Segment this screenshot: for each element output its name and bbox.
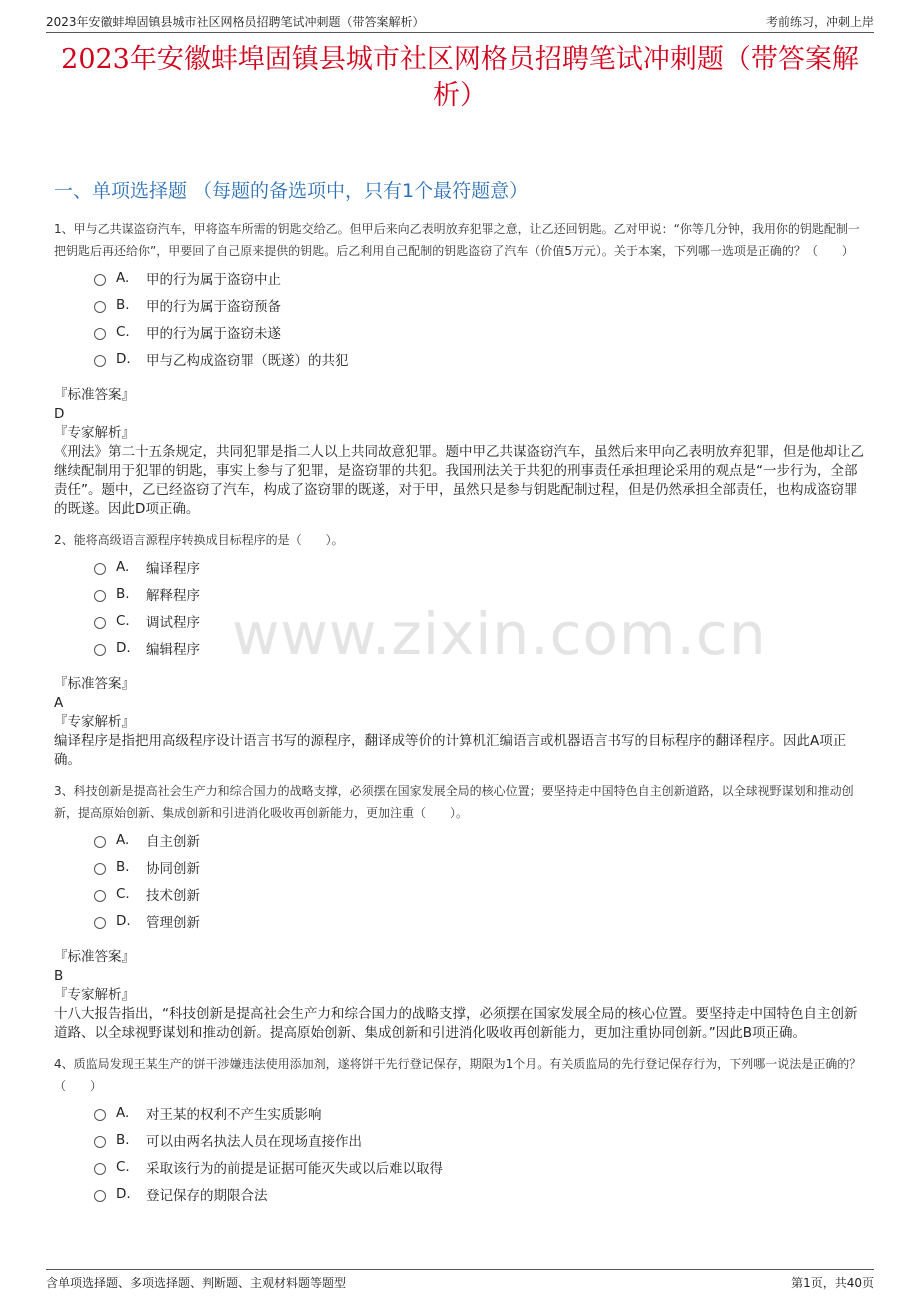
radio-icon[interactable] <box>94 836 106 848</box>
radio-icon[interactable] <box>94 355 106 367</box>
analysis-label: 『专家解析』 <box>54 425 135 441</box>
radio-icon[interactable] <box>94 563 106 575</box>
answer-block <box>54 386 866 519</box>
option-a[interactable] <box>94 826 866 853</box>
radio-icon[interactable] <box>94 890 106 902</box>
answer-label: 『标准答案』 <box>54 676 135 692</box>
radio-icon[interactable] <box>94 301 106 313</box>
option-text: 编辑程序 <box>146 641 200 658</box>
option-a[interactable] <box>94 264 866 291</box>
radio-icon[interactable] <box>94 328 106 340</box>
watermark: www.zixin.com.cn <box>232 600 767 668</box>
option-text: 甲的行为属于盗窃未遂 <box>146 325 281 342</box>
option-text: 甲的行为属于盗窃中止 <box>146 271 281 288</box>
footer-note: 含单项选择题、多项选择题、判断题、主观材料题等题型 <box>46 1276 347 1290</box>
option-text: 管理创新 <box>146 914 200 931</box>
option-letter: C. <box>116 885 130 902</box>
option-letter: A. <box>116 831 130 848</box>
answer-block <box>54 948 866 1043</box>
option-text: 可以由两名执法人员在现场直接作出 <box>146 1133 362 1150</box>
question-1 <box>54 218 866 519</box>
question-4 <box>54 1053 866 1207</box>
option-c[interactable] <box>94 880 866 907</box>
option-letter: C. <box>116 323 130 340</box>
analysis-text: 编译程序是指把用高级程序设计语言书写的源程序，翻译成等价的计算机汇编语言或机器语言书写的目标程序的翻译程序。因此A项正确。 <box>54 733 847 768</box>
analysis-label: 『专家解析』 <box>54 714 135 730</box>
option-letter: B. <box>116 858 130 875</box>
option-letter: D. <box>116 639 131 656</box>
section-title: 一、单项选择题 （每题的备选项中，只有1个最符题意） <box>54 180 529 202</box>
option-letter: A. <box>116 1104 130 1121</box>
question-2 <box>54 529 866 770</box>
option-a[interactable] <box>94 553 866 580</box>
answer-value: D <box>54 406 65 422</box>
option-c[interactable] <box>94 607 866 634</box>
radio-icon[interactable] <box>94 590 106 602</box>
option-d[interactable] <box>94 634 866 661</box>
radio-icon[interactable] <box>94 1190 106 1202</box>
option-text: 甲与乙构成盗窃罪（既遂）的共犯 <box>146 352 349 369</box>
option-list <box>94 264 866 372</box>
option-list <box>94 1099 866 1207</box>
question-3 <box>54 780 866 1043</box>
question-text: 3、科技创新是提高社会生产力和综合国力的战略支撑，必须摆在国家发展全局的核心位置；要坚持走中国特色自主创新道路，以全球视野谋划和推动创新，提高原始创新、集成创新和引进消化吸收再创新能力，更加注重（ ）。 <box>54 784 854 820</box>
option-letter: B. <box>116 296 130 313</box>
option-letter: D. <box>116 912 131 929</box>
analysis-label: 『专家解析』 <box>54 987 135 1003</box>
question-text: 1、甲与乙共谋盗窃汽车，甲将盗车所需的钥匙交给乙。但甲后来向乙表明放弃犯罪之意，让乙还回钥匙。乙对甲说：“你等几分钟，我用你的钥匙配制一把钥匙后再还给你”，甲要回了自己原来提供的钥匙。后乙利用自己配制的钥匙盗窃了汽车（价值5万元）。关于本案，下列哪一选项是正确的？（ ） <box>54 222 860 258</box>
option-letter: D. <box>116 1185 131 1202</box>
option-letter: A. <box>116 269 130 286</box>
option-text: 采取该行为的前提是证据可能灭失或以后难以取得 <box>146 1160 443 1177</box>
option-letter: B. <box>116 585 130 602</box>
analysis-text: 《刑法》第二十五条规定，共同犯罪是指二人以上共同故意犯罪。题中甲乙共谋盗窃汽车，虽然后来甲向乙表明放弃犯罪，但是他却让乙继续配制用于犯罪的钥匙，事实上参与了犯罪，是盗窃罪的共犯。我国刑法关于共犯的刑事责任承担理论采用的观点是“一步行为，全部责任”。题中，乙已经盗窃了汽车，构成了盗窃罪的既遂，对于甲，虽然只是参与钥匙配制过程，但是仍然承担全部责任，也构成盗窃罪的既遂。因此D项正确。 <box>54 444 864 517</box>
option-b[interactable] <box>94 1126 866 1153</box>
option-text: 技术创新 <box>146 887 200 904</box>
page-footer <box>46 1269 874 1296</box>
header-doc-title: 2023年安徽蚌埠固镇县城市社区网格员招聘笔试冲刺题（带答案解析） <box>46 15 425 29</box>
option-text: 登记保存的期限合法 <box>146 1187 268 1204</box>
answer-label: 『标准答案』 <box>54 949 135 965</box>
answer-block <box>54 675 866 770</box>
radio-icon[interactable] <box>94 917 106 929</box>
page-header <box>46 10 874 33</box>
option-list <box>94 553 866 661</box>
option-letter: C. <box>116 612 130 629</box>
header-slogan: 考前练习，冲刺上岸 <box>765 15 874 29</box>
answer-value: B <box>54 968 64 984</box>
option-d[interactable] <box>94 907 866 934</box>
option-text: 甲的行为属于盗窃预备 <box>146 298 281 315</box>
option-b[interactable] <box>94 291 866 318</box>
option-c[interactable] <box>94 318 866 345</box>
radio-icon[interactable] <box>94 1109 106 1121</box>
question-text: 2、能将高级语言源程序转换成目标程序的是（ ）。 <box>54 533 344 547</box>
option-text: 解释程序 <box>146 587 200 604</box>
option-letter: D. <box>116 350 131 367</box>
option-letter: A. <box>116 558 130 575</box>
page-number: 第1页，共40页 <box>791 1276 874 1290</box>
radio-icon[interactable] <box>94 274 106 286</box>
option-text: 调试程序 <box>146 614 200 631</box>
question-list <box>54 218 866 1217</box>
option-letter: B. <box>116 1131 130 1148</box>
option-b[interactable] <box>94 580 866 607</box>
radio-icon[interactable] <box>94 1136 106 1148</box>
option-d[interactable] <box>94 345 866 372</box>
answer-value: A <box>54 695 64 711</box>
option-text: 对王某的权利不产生实质影响 <box>146 1106 322 1123</box>
analysis-text: 十八大报告指出，“科技创新是提高社会生产力和综合国力的战略支撑，必须摆在国家发展全局的核心位置。要坚持走中国特色自主创新道路、以全球视野谋划和推动创新。提高原始创新、集成创新和引进消化吸收再创新能力，更加注重协同创新。”因此B项正确。 <box>54 1006 858 1041</box>
option-c[interactable] <box>94 1153 866 1180</box>
option-text: 协同创新 <box>146 860 200 877</box>
radio-icon[interactable] <box>94 863 106 875</box>
option-b[interactable] <box>94 853 866 880</box>
option-letter: C. <box>116 1158 130 1175</box>
option-list <box>94 826 866 934</box>
option-text: 自主创新 <box>146 833 200 850</box>
option-text: 编译程序 <box>146 560 200 577</box>
document-title: 2023年安徽蚌埠固镇县城市社区网格员招聘笔试冲刺题（带答案解析） <box>61 44 859 111</box>
radio-icon[interactable] <box>94 644 106 656</box>
question-text: 4、质监局发现王某生产的饼干涉嫌违法使用添加剂，遂将饼干先行登记保存，期限为1个月。有关质监局的先行登记保存行为，下列哪一说法是正确的？（ ） <box>54 1057 862 1093</box>
answer-label: 『标准答案』 <box>54 387 135 403</box>
option-d[interactable] <box>94 1180 866 1207</box>
radio-icon[interactable] <box>94 617 106 629</box>
radio-icon[interactable] <box>94 1163 106 1175</box>
option-a[interactable] <box>94 1099 866 1126</box>
